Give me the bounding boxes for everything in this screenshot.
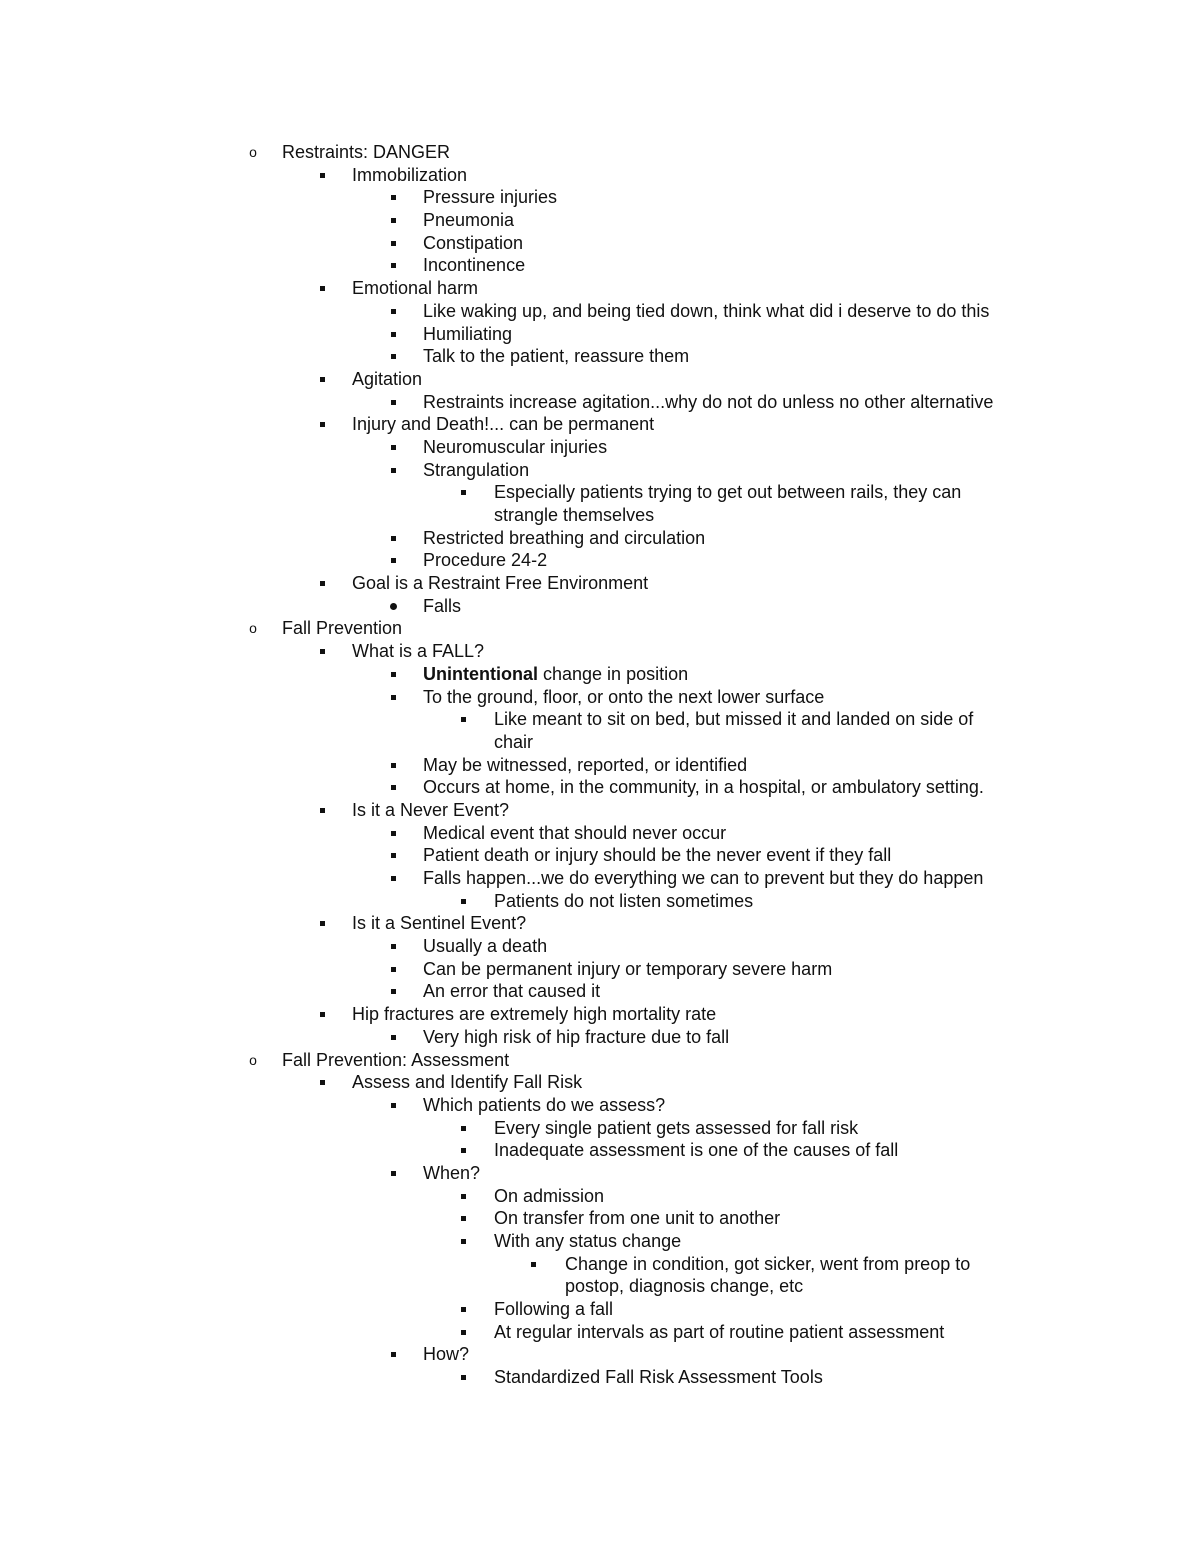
outline-text xyxy=(423,1343,469,1366)
outline-text-content: Hip fractures are extremely high mortality rate xyxy=(352,1004,717,1025)
outline-line xyxy=(0,459,1200,482)
outline-text-content: Restricted breathing and circulation xyxy=(423,527,706,548)
outline-text-content: When? xyxy=(423,1162,481,1183)
outline-text-content: Talk to the patient, reassure them xyxy=(423,346,690,367)
outline-line xyxy=(0,1026,1200,1049)
outline-text xyxy=(352,640,484,663)
outline-line xyxy=(0,640,1200,663)
outline-text xyxy=(423,254,525,277)
outline-bold-text: Unintentional xyxy=(423,663,538,684)
outline-line xyxy=(0,254,1200,277)
outline-text xyxy=(352,912,526,935)
outline-line xyxy=(0,209,1200,232)
outline-line xyxy=(0,912,1200,935)
outline-text xyxy=(423,345,689,368)
outline-text xyxy=(352,277,478,300)
outline-line xyxy=(0,368,1200,391)
outline-line xyxy=(0,708,1200,731)
outline-text xyxy=(423,686,824,709)
outline-text-content: May be witnessed, reported, or identified xyxy=(423,754,748,775)
outline-text-content: Is it a Never Event? xyxy=(352,799,510,820)
outline-text xyxy=(423,822,726,845)
outline-line xyxy=(0,436,1200,459)
outline-text-content: Standardized Fall Risk Assessment Tools xyxy=(494,1367,823,1388)
outline-text-content: To the ground, floor, or onto the next lower surface xyxy=(423,686,825,707)
outline-text-content: change in position xyxy=(538,663,689,684)
outline-text-content: Falls xyxy=(423,595,462,616)
outline-line xyxy=(0,1162,1200,1185)
outline-line xyxy=(0,1366,1200,1389)
outline-text xyxy=(423,436,607,459)
outline-line xyxy=(0,663,1200,686)
outline-line xyxy=(0,1321,1200,1344)
outline-line xyxy=(0,980,1200,1003)
outline-text-content: On admission xyxy=(494,1185,605,1206)
outline-line xyxy=(0,572,1200,595)
outline-line xyxy=(0,799,1200,822)
outline-text-content: Is it a Sentinel Event? xyxy=(352,913,527,934)
outline-line xyxy=(0,141,1200,164)
outline-text xyxy=(494,1185,604,1208)
outline-text xyxy=(423,209,514,232)
outline-line xyxy=(0,323,1200,346)
outline-text xyxy=(494,731,533,754)
outline-text-content: Falls happen...we do everything we can to prevent but they do happen xyxy=(423,868,984,888)
outline-text-content: Change in condition, got sicker, went from preop to xyxy=(565,1253,971,1274)
outline-text xyxy=(423,232,523,255)
outline-text xyxy=(423,935,547,958)
outline-text-content: Agitation xyxy=(352,368,423,389)
outline-text-content: Inadequate assessment is one of the causes of fall xyxy=(494,1140,899,1161)
outline-line xyxy=(0,549,1200,572)
outline-text-content: Which patients do we assess? xyxy=(423,1094,666,1115)
outline-text xyxy=(352,1071,582,1094)
outline-line xyxy=(0,1003,1200,1026)
outline-line xyxy=(0,1094,1200,1117)
outline-text xyxy=(494,890,753,913)
outline-text xyxy=(494,1298,613,1321)
outline-text xyxy=(352,164,467,187)
circle-bullet-icon: o xyxy=(249,144,257,160)
outline-line xyxy=(0,481,1200,504)
outline-line xyxy=(0,164,1200,187)
outline-line xyxy=(0,413,1200,436)
document-outline xyxy=(0,141,1200,1389)
outline-text xyxy=(423,867,983,890)
outline-text-content: Like meant to sit on bed, but missed it and landed on side of xyxy=(494,709,974,730)
outline-line xyxy=(0,776,1200,799)
outline-text xyxy=(494,1139,898,1162)
outline-text xyxy=(423,549,547,572)
outline-text xyxy=(352,413,654,436)
outline-text xyxy=(494,1207,780,1230)
outline-text-content: Fall Prevention: Assessment xyxy=(282,1049,510,1070)
outline-line xyxy=(0,1343,1200,1366)
outline-line xyxy=(0,958,1200,981)
outline-line xyxy=(0,186,1200,209)
outline-line xyxy=(0,890,1200,913)
outline-text-content: Procedure 24-2 xyxy=(423,550,548,571)
outline-line xyxy=(0,867,1200,890)
outline-text xyxy=(565,1253,970,1276)
outline-line xyxy=(0,1185,1200,1208)
outline-text-content: Goal is a Restraint Free Environment xyxy=(352,573,649,594)
outline-text xyxy=(423,754,747,777)
outline-text xyxy=(423,323,512,346)
outline-text-content: Following a fall xyxy=(494,1299,614,1320)
outline-text-content: Pneumonia xyxy=(423,210,515,231)
outline-line xyxy=(0,232,1200,255)
outline-line xyxy=(0,935,1200,958)
outline-line xyxy=(0,1253,1200,1276)
outline-text xyxy=(423,595,461,618)
outline-line xyxy=(0,1117,1200,1140)
outline-line xyxy=(0,595,1200,618)
outline-text-content: Assess and Identify Fall Risk xyxy=(352,1072,583,1093)
outline-text xyxy=(494,504,654,527)
outline-text-content: Humiliating xyxy=(423,323,513,344)
outline-text-content: Can be permanent injury or temporary severe harm xyxy=(423,958,833,979)
outline-text xyxy=(282,617,402,640)
outline-text xyxy=(494,1321,944,1344)
outline-text xyxy=(282,141,450,164)
outline-text xyxy=(494,1230,681,1253)
outline-line xyxy=(0,1275,1200,1298)
outline-line xyxy=(0,277,1200,300)
outline-line xyxy=(0,504,1200,527)
outline-text xyxy=(423,958,832,981)
outline-line xyxy=(0,1071,1200,1094)
outline-text xyxy=(423,186,557,209)
outline-line xyxy=(0,391,1200,414)
outline-text xyxy=(352,1003,716,1026)
outline-line xyxy=(0,1207,1200,1230)
outline-text xyxy=(423,391,993,414)
outline-text-content: With any status change xyxy=(494,1231,682,1251)
outline-text-content: Medical event that should never occur xyxy=(423,822,727,843)
outline-text-content: Restraints increase agitation...why do not do unless no other alternative xyxy=(423,391,994,412)
outline-text-content: Pressure injuries xyxy=(423,187,558,208)
outline-line xyxy=(0,300,1200,323)
outline-text-content: Like waking up, and being tied down, think what did i deserve to do this xyxy=(423,300,990,321)
outline-text-content: How? xyxy=(423,1344,470,1365)
outline-text xyxy=(352,572,648,595)
outline-text xyxy=(565,1275,803,1298)
outline-text-content: strangle themselves xyxy=(494,505,655,525)
outline-text-content: Incontinence xyxy=(423,255,526,276)
outline-text xyxy=(423,1026,729,1049)
outline-text xyxy=(494,481,961,504)
outline-line xyxy=(0,1298,1200,1321)
outline-text-content: Strangulation xyxy=(423,459,530,480)
outline-text xyxy=(423,459,529,482)
outline-line xyxy=(0,822,1200,845)
outline-text-content: Fall Prevention xyxy=(282,618,403,639)
outline-line xyxy=(0,844,1200,867)
outline-text xyxy=(423,844,891,867)
outline-text xyxy=(494,1366,823,1389)
outline-text xyxy=(423,1094,665,1117)
outline-text xyxy=(423,776,984,799)
outline-text-content: Especially patients trying to get out between rails, they can xyxy=(494,482,962,503)
outline-line xyxy=(0,1230,1200,1253)
outline-text-content: Very high risk of hip fracture due to fall xyxy=(423,1026,730,1047)
outline-text xyxy=(423,980,600,1003)
outline-text xyxy=(282,1049,509,1072)
outline-text-content: Immobilization xyxy=(352,164,468,185)
outline-text xyxy=(352,368,422,391)
outline-text-content: Occurs at home, in the community, in a hospital, or ambulatory setting. xyxy=(423,777,984,798)
circle-bullet-icon: o xyxy=(249,620,257,637)
outline-text-content: Constipation xyxy=(423,232,524,253)
outline-text-content: Every single patient gets assessed for fall risk xyxy=(494,1117,859,1138)
outline-text xyxy=(352,799,509,822)
outline-text-content: Patient death or injury should be the never event if they fall xyxy=(423,845,892,866)
outline-text-content: Injury and Death!... can be permanent xyxy=(352,414,655,435)
outline-text-content: What is a FALL? xyxy=(352,641,485,662)
outline-line xyxy=(0,754,1200,777)
outline-text xyxy=(423,1162,480,1185)
outline-text-content: At regular intervals as part of routine patient assessment xyxy=(494,1321,945,1342)
outline-text-content: On transfer from one unit to another xyxy=(494,1208,781,1229)
outline-text xyxy=(423,300,989,323)
outline-text-content: Neuromuscular injuries xyxy=(423,436,608,457)
outline-line xyxy=(0,686,1200,709)
outline-text xyxy=(423,527,705,550)
outline-line xyxy=(0,345,1200,368)
outline-text xyxy=(494,708,973,731)
outline-text-content: Patients do not listen sometimes xyxy=(494,890,754,911)
outline-line xyxy=(0,1139,1200,1162)
outline-line xyxy=(0,527,1200,550)
outline-text-content: chair xyxy=(494,731,534,752)
outline-line xyxy=(0,1049,1200,1072)
outline-line xyxy=(0,617,1200,640)
outline-line xyxy=(0,731,1200,754)
outline-text-content: postop, diagnosis change, etc xyxy=(565,1276,804,1297)
outline-text-content: Restraints: DANGER xyxy=(282,142,451,162)
outline-text-content: Emotional harm xyxy=(352,278,479,299)
outline-text-content: Usually a death xyxy=(423,936,548,957)
outline-text xyxy=(423,663,688,686)
outline-text xyxy=(494,1117,858,1140)
circle-bullet-icon: o xyxy=(249,1051,257,1068)
outline-text-content: An error that caused it xyxy=(423,981,601,1002)
